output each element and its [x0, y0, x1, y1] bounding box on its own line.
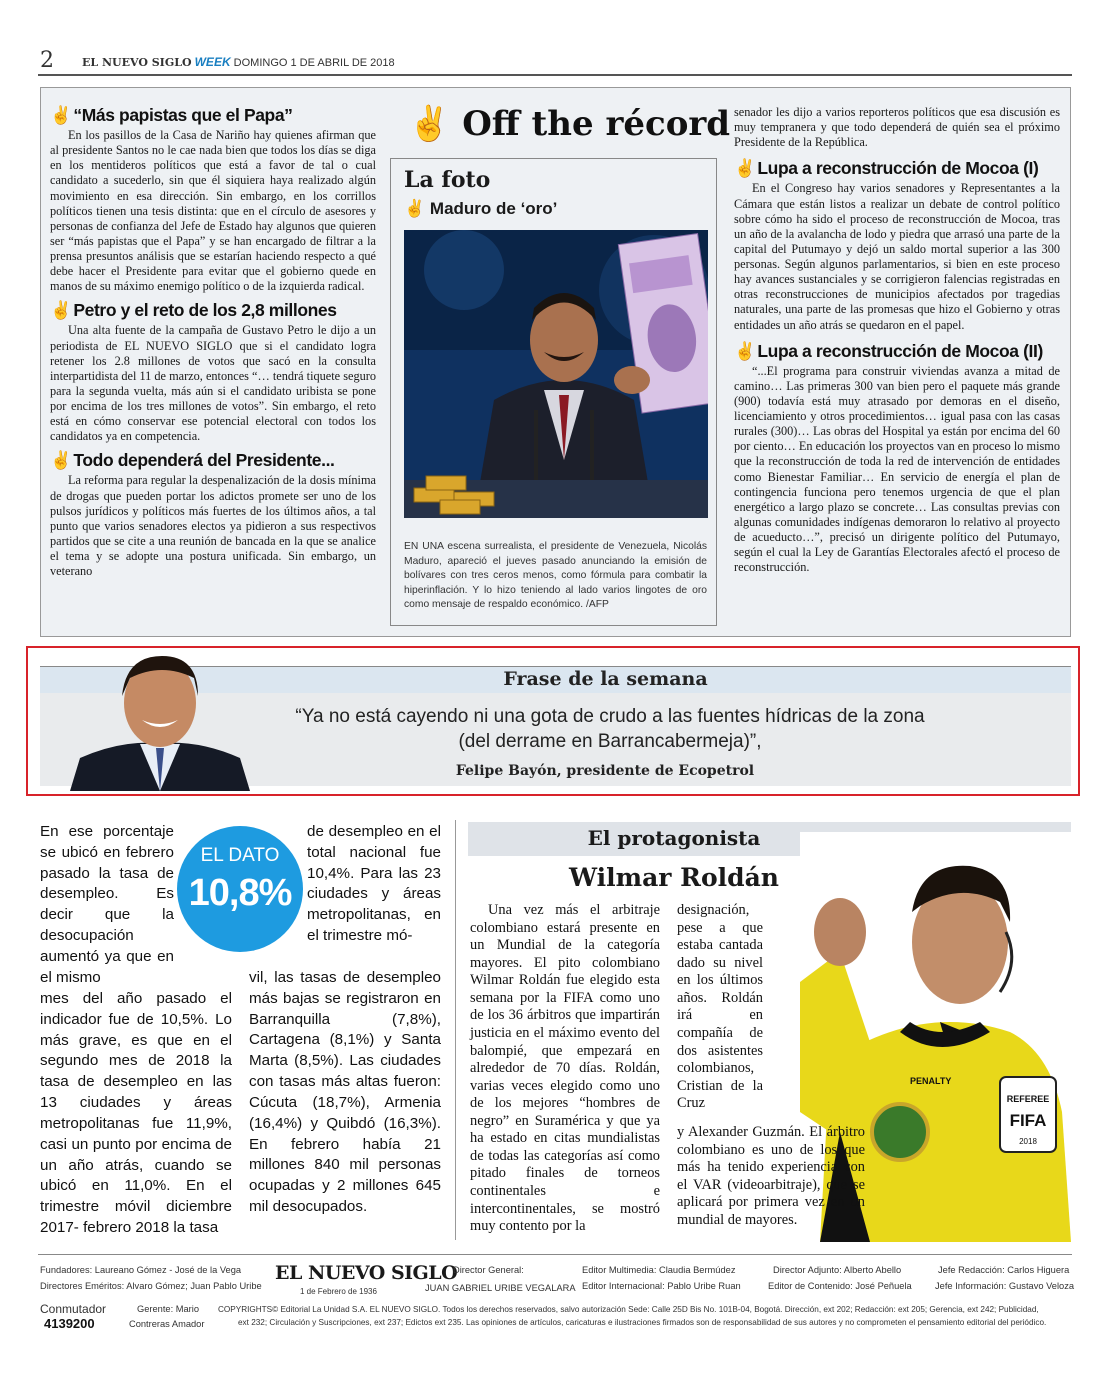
- la-foto-subtitle: ✌ Maduro de ‘oro’: [404, 199, 558, 218]
- page-number: 2: [40, 48, 54, 73]
- footer-editor-contenido: Editor de Contenido: José Peñuela: [768, 1281, 912, 1291]
- protagonista-column-2-narrow: designación, pese a que estaba cantada dado su nivel en los últimos años. Roldán irá en compañía de dos asistentes colombianos, Cristian de la Cruz: [677, 902, 763, 1112]
- protagonista-column-1: Una vez más el arbitraje colombiano estará presente en un Mundial de la categoría mayores. El pito colombiano Wilmar Roldán fue elegido esta semana por la FIFA como uno de los 36 árbitros que impartirán justicia en el máximo evento del balompié, que empezará en alrededor de 70 días. Roldán, varias veces elegido como uno de los mejores “hombres de negro” en Suramérica y que ya ha estado en citas mundialistas de todas las categorías así como pitado finales de torneos continentales e intercontinentales, se mostró muy contento por la: [470, 902, 660, 1235]
- otr-left-column: [50, 105, 376, 579]
- footer-copyright-1: COPYRIGHTS© Editorial La Unidad S.A. EL NUEVO SIGLO. Todos los derechos reservados, salvo autorización Sede: Calle 25D Bis No. 101B-04, Bogotá. Dirección, ext 202; Redacción: ext 205; Gerencia, ext 242; Publicidad,: [218, 1305, 1039, 1314]
- dato-column-2-top: de desempleo en el total nacional fue 10,4%. Para las 23 ciudades y áreas metropolitanas, en el trimestre mó-: [307, 823, 441, 945]
- footer-director-adjunto: Director Adjunto: Alberto Abello: [773, 1265, 902, 1275]
- maduro-photo: [404, 230, 708, 518]
- footer-director-general: JUAN GABRIEL URIBE VEGALARA: [425, 1283, 576, 1293]
- shirt-brand: PENALTY: [910, 1076, 952, 1086]
- page-header: [82, 55, 395, 69]
- article-body: En los pasillos de la Casa de Nariño hay quienes afirman que al presidente Santos no le cae nada bien que todos los días se diga en los mentideros políticos que está a favor de tal o cual candidato a sucederlo, sin que él siquiera haya realizado algún movimiento en esa dirección. Sin embargo, en los corrillos políticos tienen una tesis distinta: que en el círculo de asesores y personas de confianza del Jefe de Estado hay algunos que quieren ser “más papistas que el Papa” y se han encargado de filtrar a la prensa presuntos análisis que se estarían haciendo respecto a qué debe hacer el Presidente para evitar que el gobierno quede en manos de su máximo enemigo político o de la izquierda radical.: [50, 128, 376, 294]
- frase-title: Frase de la semana: [503, 668, 708, 690]
- victory-hand-icon: ✌: [734, 158, 756, 179]
- header-brand: EL NUEVO SIGLO: [82, 56, 192, 69]
- otr-right-column: [734, 105, 1060, 575]
- victory-hand-icon: ✌: [50, 450, 72, 471]
- dato-column-2-bottom: vil, las tasas de desempleo más bajas se registraron en Barranquilla (7,8%), Cartagena (8,1%) y Santa Marta (8,5%). Las ciudades con tasas más altas fueron: Cúcuta (18,7%), Armenia (16,4%) y Quibdó (16,3%). En febrero había 21 millones 840 mil personas ocupadas y 2 millones 645 mil desocupados.: [249, 969, 441, 1216]
- victory-hand-icon: ✌: [50, 300, 72, 321]
- article-body: La reforma para regular la despenalización de la dosis mínima de drogas que pueden portar los adictos promete ser uno de los pulsos jurídicos y políticos más fuertes de los últimos años, a tal punto que varios senadores electos ya pidieron a sus respectivos partidos que se cite a una reunión de bancada en la que se analice el tema y se adopte una postura unificada. Sin embargo, un veterano: [50, 473, 376, 579]
- protagonista-title: El protagonista: [587, 826, 761, 850]
- dato-column-1-bottom: mes del año pasado el indicador fue de 10,5%. Lo más grave, es que en el segundo mes de 2018 la tasa de desempleo en las 13 ciudades y áreas metropolitanas fue 11,9%, casi un punto por encima de un año atrás, cuando se ubicó en 11,0%. En el trimestre móvil diciembre 2017- febrero 2018 la tasa: [40, 990, 232, 1237]
- footer-rule: [38, 1254, 1072, 1255]
- victory-hand-icon: ✌: [404, 199, 426, 218]
- header-date: DOMINGO 1 DE ABRIL DE 2018: [233, 57, 395, 69]
- footer-logo-date: 1 de Febrero de 1936: [300, 1287, 377, 1296]
- header-rule: [38, 74, 1072, 76]
- fifa-badge-label: FIFA: [1009, 1111, 1047, 1130]
- article-body: En el Congreso hay varios senadores y Representantes a la Cámara que están listos a realizar un debate de control político sobre cómo ha sido el proceso de reconstrucción de Mocoa, tras un año de la avalancha de lodo y piedra que arrasó una parte de la capital del Putumayo y dejó un saldo mortal superior a las 300 personas. Según algunos parlamentarios, si bien en este proceso hay avances sustanciales y se corrigieron falencias registradas en otras reconstrucciones de municipios afectados por tragedias naturales, una parte de las promesas que hizo el Gobierno y otras entidades un año atrás se quedaron en el papel.: [734, 181, 1060, 332]
- article-body: “...El programa para construir viviendas avanza a mitad de camino… Las primeras 300 van bien pero el paquete más grande (900) todavía está muy atrasado por demoras en el diseño, licenciamiento y otros procedimientos… igual pasa con las casas rurales (300)… Las obras del Hospital ya están por encima del 60 por ciento… En educación los proyectos van en proceso lo mismo que la reconstrucción de toda la red de intervención de entidades como Bienestar Familiar… En servicio de energía el plan de contingencia funciona pero tenemos urgencia de que el plan energético a largo plazo se concrete… Las consultas previas con algunas comunidades indígenas demoraron lo relativo al proyecto de acueducto…”, precisó un dirigente político del Putumayo, según el cual la Ley de Garantías Electorales afectó el proceso de reconstrucción.: [734, 363, 1060, 575]
- footer-gerente-2: Contreras Amador: [129, 1319, 205, 1329]
- frase-quote-line: “Ya no está cayendo ni una gota de crudo a las fuentes hídricas de la zona: [295, 706, 925, 727]
- footer-directores-emeritos: Directores Eméritos: Alvaro Gómez; Juan Pablo Uribe: [40, 1281, 262, 1291]
- footer-fundadores: Fundadores: Laureano Gómez - José de la Vega: [40, 1265, 242, 1275]
- footer-editor-internacional: Editor Internacional: Pablo Uribe Ruan: [582, 1281, 741, 1291]
- footer-jefe-redaccion: Jefe Redacción: Carlos Higuera: [938, 1265, 1070, 1275]
- frase-highlight-frame: [26, 646, 1080, 796]
- dato-label: EL DATO: [200, 845, 280, 866]
- article-heading: ✌ “Más papistas que el Papa”: [50, 105, 293, 125]
- victory-hand-icon: ✌: [50, 105, 72, 125]
- header-edition: WEEK: [194, 55, 231, 69]
- la-foto-title: La foto: [404, 167, 491, 193]
- footer-jefe-informacion: Jefe Información: Gustavo Veloza: [935, 1281, 1075, 1291]
- footer-director-general-label: Director General:: [453, 1265, 524, 1275]
- frase-quote-line: (del derrame en Barrancabermeja)”,: [458, 730, 762, 752]
- article-body: Una alta fuente de la campaña de Gustavo Petro le dijo a un periodista de EL NUEVO SIGLO que si el candidato logra retener los 2.8 millones de votos que sacó en la consulta interpartidista del 11 de marzo, entonces “… tendrá tiquete seguro para la segunda vuelta, más aún si el candidato uribista se pone por encima de los tres millones de votos”. Sin embargo, el reto está en cómo conservar ese potencial electoral con todos los candidatos ya en competencia.: [50, 323, 376, 444]
- victory-hand-icon: ✌: [408, 104, 451, 144]
- footer-copyright-2: ext 232; Circulación y Suscripciones, ext 237; Edictos ext 235. Las opiniones de artículos, caricaturas e ilustraciones firmados son de responsabilidad de sus autores y no comprometen el pensamiento editorial del periódico.: [238, 1318, 1047, 1327]
- referee-badge-label: REFEREE: [1006, 1094, 1050, 1104]
- maduro-photo-illustration: [404, 230, 708, 518]
- footer-editor-multimedia: Editor Multimedia: Claudia Bermúdez: [582, 1265, 736, 1275]
- photo-caption: EN UNA escena surrealista, el presidente de Venezuela, Nicolás Maduro, apareció el jueves pasado anunciando la emisión de bolívares con tres ceros menos, como fórmula para combatir la hiperinflación. Y lo hizo teniendo al lado varios lingotes de oro como mensaje de respaldo económico. /AFP: [404, 541, 707, 611]
- dato-column-1-top: En ese porcentaje se ubicó en febrero pasado la tasa de desempleo. Es decir que la desocupación aumentó ya que en el mismo: [40, 823, 174, 986]
- victory-hand-icon: ✌: [734, 340, 756, 361]
- badge-year: 2018: [1019, 1137, 1037, 1146]
- frase-author: Felipe Bayón, presidente de Ecopetrol: [455, 763, 755, 779]
- footer-conmutador: 4139200: [44, 1316, 95, 1331]
- protagonista-column-2-wide: y Alexander Guzmán. El árbitro colombiano es uno de los que más ha tenido experiencia con el VAR (videoarbitraje), que se aplicará por primera vez en un mundial de mayores.: [677, 1124, 865, 1228]
- section-title: ✌ Off the récord: [408, 104, 731, 144]
- article-heading: ✌ Lupa a reconstrucción de Mocoa (I): [734, 158, 1039, 179]
- column-divider: [455, 820, 456, 1240]
- footer-conmutador-label: Conmutador: [40, 1302, 107, 1316]
- protagonista-name: Wilmar Roldán: [569, 863, 779, 892]
- article-heading: ✌ Petro y el reto de los 2,8 millones: [50, 300, 337, 321]
- dato-value: 10,8%: [188, 872, 292, 914]
- article-heading: ✌ Lupa a reconstrucción de Mocoa (II): [734, 340, 1043, 361]
- article-heading: ✌ Todo dependerá del Presidente...: [50, 450, 335, 471]
- footer-logo: EL NUEVO SIGLO: [275, 1262, 458, 1284]
- article-body-continued: senador les dijo a varios reporteros políticos que esa discusión es muy tempranera y que todo dependerá de quién sea el próximo Presidente de la República.: [734, 105, 1060, 150]
- footer-gerente-1: Gerente: Mario: [137, 1304, 200, 1314]
